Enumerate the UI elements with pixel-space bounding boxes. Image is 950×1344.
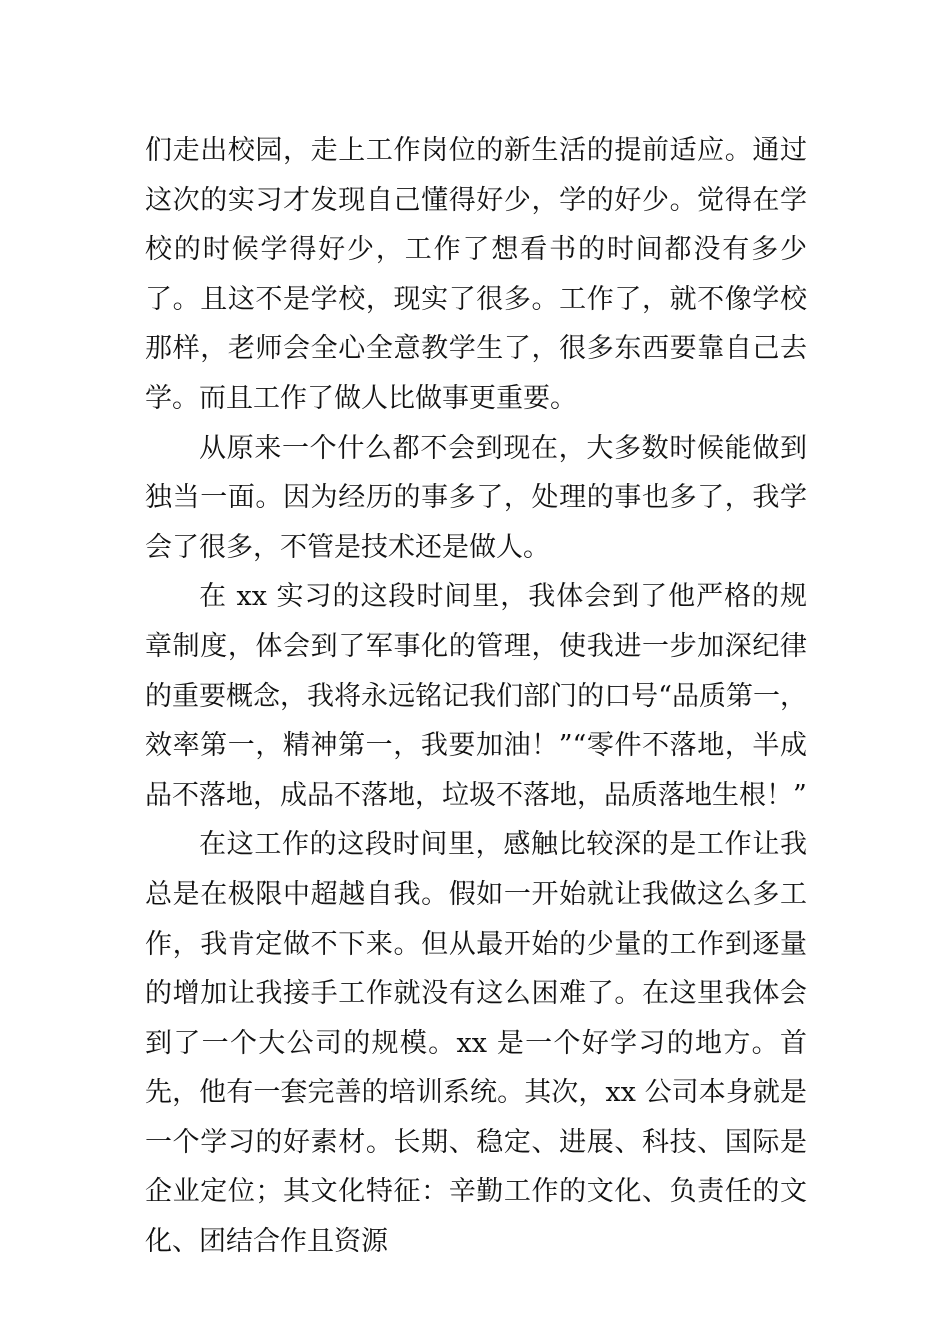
document-body xyxy=(145,126,807,1267)
paragraph-continuation: 们走出校园，走上工作岗位的新生活的提前适应。通过这次的实习才发现自己懂得好少，学的好少。觉得在学校的时候学得好少，工作了想看书的时间都没有多少了。且这不是学校，现实了很多。工作了，就不像学校那样，老师会全心全意教学生了，很多东西要靠自己去学。而且工作了做人比做事更重要。 xyxy=(145,135,807,414)
paragraph-growth: 从原来一个什么都不会到现在，大多数时候能做到独当一面。因为经历的事多了，处理的事也多了，我学会了很多，不管是技术还是做人。 xyxy=(145,432,807,563)
paragraph-company: 在这工作的这段时间里，感触比较深的是工作让我总是在极限中超越自我。假如一开始就让我做这么多工作，我肯定做不下来。但从最开始的少量的工作到逐量的增加让我接手工作就没有这么困难了。在这里我体会到了一个大公司的规模。xx 是一个好学习的地方。首先，他有一套完善的培训系统。其次，xx 公司本身就是一个学习的好素材。长期、稳定、进展、科技、国际是企业定位；其文化特征：辛勤工作的文化、负责任的文化、团结合作且资源 xyxy=(145,829,807,1258)
paragraph-discipline: 在 xx 实习的这段时间里，我体会到了他严格的规章制度，体会到了军事化的管理，使我进一步加深纪律的重要概念，我将永远铭记我们部门的口号“品质第一，效率第一，精神第一，我要加油！”“零件不落地，半成品不落地，成品不落地，垃圾不落地，品质落地生根！” xyxy=(145,581,807,811)
